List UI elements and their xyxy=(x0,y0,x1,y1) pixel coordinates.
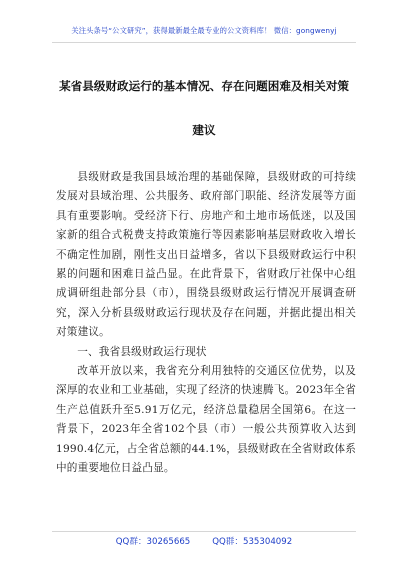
header-banner: 关注头条号“公文研究”，获得最新最全最专业的公文资料库！ 微信：gongwenyj xyxy=(71,26,337,35)
footer-divider xyxy=(52,531,356,532)
footer-qq-group-2: QQ群：535304092 xyxy=(212,537,293,547)
header-divider xyxy=(52,42,356,43)
body-paragraph: 改革开放以来，我省充分利用独特的交通区位优势，以及深厚的农业和工业基础，实现了经济的快速腾飞。2023年全省生产总值跃升至5.91万亿元，经济总量稳居全国第6。在这一背景下，2023年全省102个县（市）一般公共预算收入达到1990.4亿元，占全省总额的44.1%，县级财政在全省财政体系中的重要地位日益凸显。 xyxy=(56,365,356,475)
document-title: 某省县级财政运行的基本情况、存在问题困难及相关对策 xyxy=(59,79,349,93)
section-heading: 一、我省县级财政运行现状 xyxy=(77,345,207,358)
footer-qq-group-1: QQ群：30265665 xyxy=(115,537,191,547)
footer xyxy=(0,535,408,547)
document-title-continued: 建议 xyxy=(192,123,216,137)
document-body xyxy=(56,168,356,479)
intro-paragraph: 县级财政是我国县域治理的基础保障，县级财政的可持续发展对县域治理、公共服务、政府部门职能、经济发展等方面具有重要影响。受经济下行、房地产和土地市场低迷，以及国家新的组合式税费支持政策施行等因素影响基层财政收入增长不确定性加剧，刚性支出日益增多，省以下县级财政运行中积累的问题和困难日益凸显。在此背景下，省财政厅社保中心组成调研组赴部分县（市），围绕县级财政运行情况开展调查研究，深入分析县级财政运行现状及存在问题，并据此提出相关对策建议。 xyxy=(56,171,356,339)
